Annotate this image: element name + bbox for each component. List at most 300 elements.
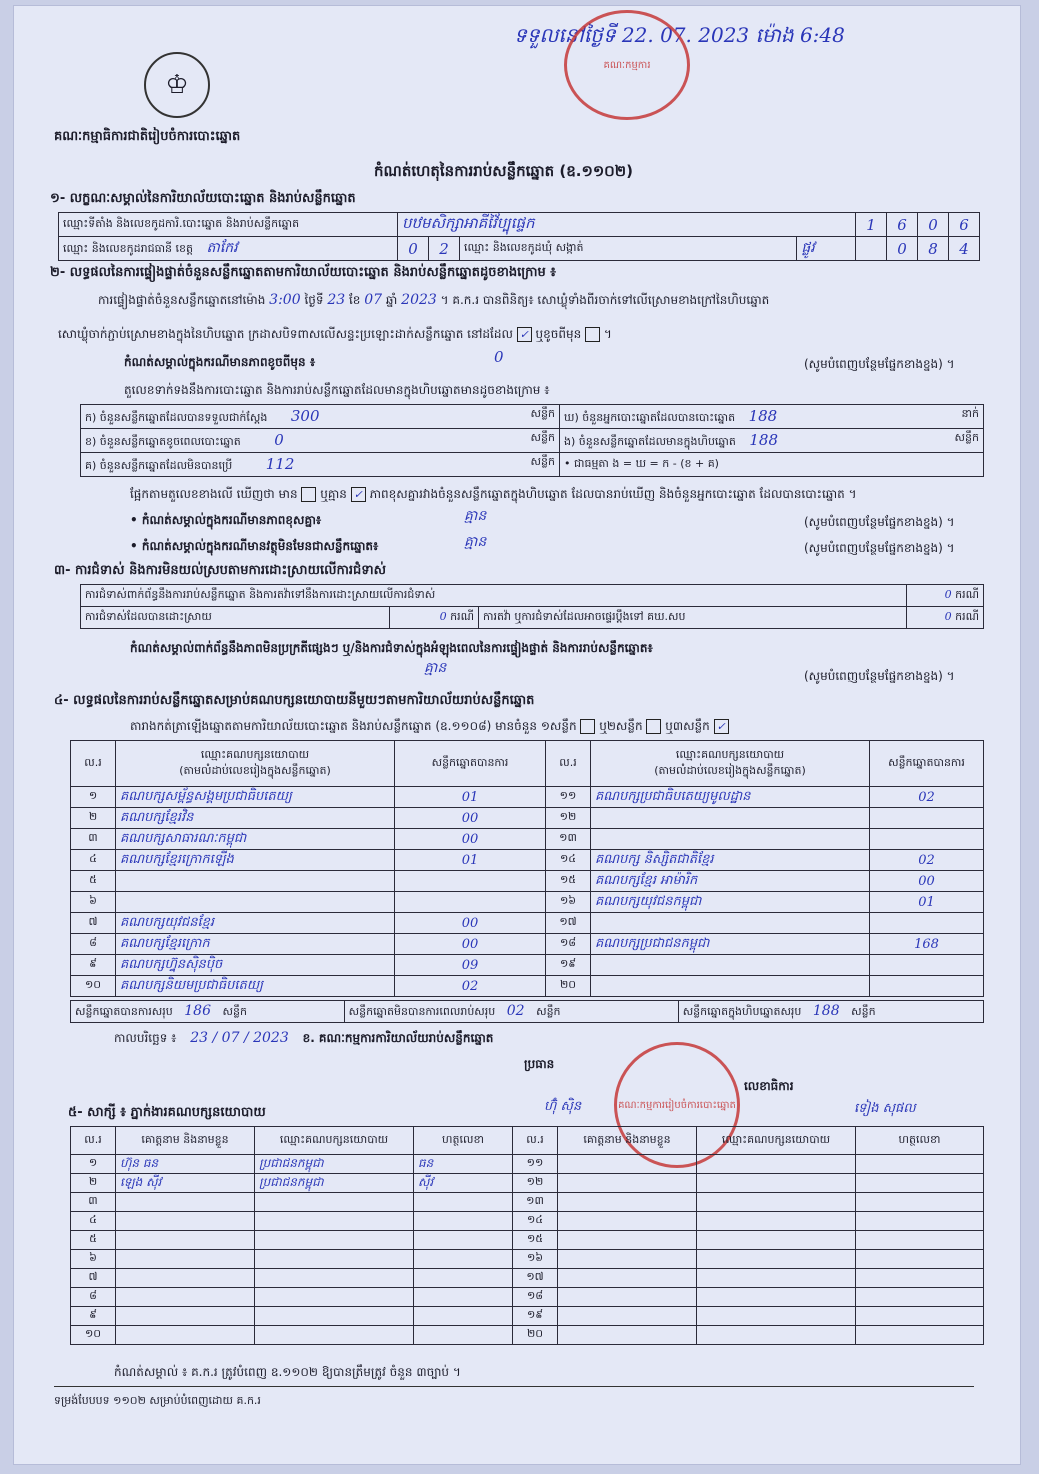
witness-sign-left xyxy=(414,1193,513,1212)
witness-col-name-right: គោត្តនាម និងនាមខ្លួន xyxy=(558,1127,697,1155)
results-votes-right: 00 xyxy=(870,871,984,892)
appeal-label: ការតវ៉ា ឬការជំទាស់ដែលអាចផ្ទេរប្តឹងទៅ គឃ.សប xyxy=(479,607,907,629)
results-no-left: ៧ xyxy=(71,913,116,934)
objections-row1-label: ការជំទាស់ពាក់ព័ន្ធនឹងការរាប់សន្លឹកឆ្នោត និងការតវ៉ាទៅនឹងការដោះស្រាយលើការជំទាស់ xyxy=(81,585,907,607)
witness-no-left: ៨ xyxy=(71,1288,116,1307)
diff-note-label: • កំណត់សម្គាល់ក្នុងករណីមានភាពខុសគ្នា៖ xyxy=(130,513,322,527)
results-col-votes-right: សន្លឹកឆ្នោតបានការ xyxy=(870,741,984,787)
date-line xyxy=(114,1030,493,1048)
tally-sheets-line xyxy=(130,718,729,736)
results-party-left: គណបក្សខ្មែរក្រោក xyxy=(116,934,395,955)
results-no-right: ១៩ xyxy=(546,955,591,976)
province-code-1: 0 xyxy=(398,237,429,261)
witness-row xyxy=(71,1212,984,1231)
witness-no-left: ៤ xyxy=(71,1212,116,1231)
count-ka-cell xyxy=(81,405,560,429)
witness-name-right xyxy=(558,1212,697,1231)
witness-name-right xyxy=(558,1307,697,1326)
objections-row1-unit: ករណី xyxy=(955,587,979,601)
results-party-left: គណបក្សសាធារណៈកម្ពុជា xyxy=(116,829,395,850)
witness-sign-left xyxy=(414,1288,513,1307)
verification-month-label: ខែ xyxy=(348,293,361,307)
witness-sign-right xyxy=(856,1269,984,1288)
committee-name: គណៈកម្មាធិការជាតិរៀបចំការបោះឆ្នោត xyxy=(54,129,241,144)
witness-sign-left xyxy=(414,1326,513,1345)
witness-party-right xyxy=(697,1326,856,1345)
results-no-right: ១៣ xyxy=(546,829,591,850)
count-gha-cell xyxy=(560,405,984,429)
witness-table xyxy=(70,1126,984,1345)
irregularity-note-label: កំណត់សម្គាល់ពាក់ព័ន្ធនឹងភាពមិនប្រក្រតីផ្សេងៗ ឬ/និងការជំទាស់ក្នុងអំឡុងពេលនៃការផ្ទៀងផ្ទាត់ និងការរាប់សន្លឹកឆ្នោត៖ xyxy=(130,641,653,655)
seal-line-end: ។ xyxy=(603,327,612,341)
results-party-right: គណបក្សប្រជាជនកម្ពុជា xyxy=(591,934,870,955)
witness-party-left xyxy=(255,1307,414,1326)
results-votes-left: 01 xyxy=(395,850,546,871)
numbers-intro: តួលេខទាក់ទងនឹងការបោះឆ្នោត និងការរាប់សន្លឹកឆ្នោតដែលមានក្នុងហិបឆ្នោតមានដូចខាងក្រោម ៖ xyxy=(124,383,550,397)
tally-2-checkbox[interactable] xyxy=(646,719,661,734)
results-no-right: ១៤ xyxy=(546,850,591,871)
receipt-stamp xyxy=(564,10,690,120)
resolved-unit: ករណី xyxy=(450,609,474,623)
witness-sign-left xyxy=(414,1231,513,1250)
witness-party-right xyxy=(697,1231,856,1250)
results-row xyxy=(71,913,984,934)
results-row xyxy=(71,892,984,913)
witness-sign-right xyxy=(856,1326,984,1345)
seal-intact-checkbox[interactable]: ✓ xyxy=(517,327,532,342)
total-box-value: 188 xyxy=(812,1002,840,1019)
witness-name-left xyxy=(116,1307,255,1326)
results-votes-right xyxy=(870,913,984,934)
witness-col-sign-right: ហត្ថលេខា xyxy=(856,1127,984,1155)
results-col-no-left: ល.រ xyxy=(71,741,116,787)
witness-sign-right xyxy=(856,1212,984,1231)
results-col-party-left-title: ឈ្មោះគណបក្សនយោបាយ xyxy=(200,747,310,761)
total-valid-value: 186 xyxy=(184,1002,211,1019)
witness-sign-left xyxy=(414,1212,513,1231)
witness-no-left: ២ xyxy=(71,1174,116,1193)
total-invalid-value: 02 xyxy=(506,1002,525,1019)
count-ko-value: 112 xyxy=(265,454,295,473)
results-col-party-right xyxy=(591,741,870,787)
results-no-left: ៦ xyxy=(71,892,116,913)
location-code-4: 6 xyxy=(949,213,980,237)
commune-value: ផ្លូវ xyxy=(797,237,856,261)
results-party-right xyxy=(591,976,870,997)
witness-name-right xyxy=(558,1193,697,1212)
difference-none-checkbox[interactable]: ✓ xyxy=(351,487,366,502)
counts-table xyxy=(80,404,984,477)
witness-name-right xyxy=(558,1326,697,1345)
section-5-title: ៥- សាក្សី ៖ ភ្នាក់ងារគណបក្សនយោបាយ xyxy=(68,1105,266,1120)
witness-row xyxy=(71,1326,984,1345)
witness-no-right: ២០ xyxy=(513,1326,558,1345)
results-votes-right: 02 xyxy=(870,787,984,808)
witness-name-right xyxy=(558,1250,697,1269)
witness-sign-right xyxy=(856,1231,984,1250)
witness-name-left xyxy=(116,1269,255,1288)
location-value: បឋមសិក្សាអាគីវ័ៃប្បុផ្ទេក xyxy=(398,213,856,237)
verification-month: 07 xyxy=(364,292,383,308)
witness-party-left xyxy=(255,1212,414,1231)
commune-code-spacer xyxy=(856,237,887,261)
count-ngo-value: 188 xyxy=(749,430,779,449)
witness-no-left: ១ xyxy=(71,1155,116,1174)
witness-name-left xyxy=(116,1250,255,1269)
document-title: កំណត់ហេតុនៃការរាប់សន្លឹកឆ្នោត (ឧ.១១០២) xyxy=(374,162,634,180)
witness-name-left xyxy=(116,1326,255,1345)
results-no-right: ២០ xyxy=(546,976,591,997)
results-row xyxy=(71,829,984,850)
coat-of-arms-icon: ♔ xyxy=(144,52,210,118)
witness-party-left xyxy=(255,1326,414,1345)
witness-row xyxy=(71,1174,984,1193)
witness-no-left: ៩ xyxy=(71,1307,116,1326)
results-votes-left: 00 xyxy=(395,913,546,934)
witness-name-right xyxy=(558,1155,697,1174)
results-row xyxy=(71,787,984,808)
appeal-value: 0 xyxy=(944,609,952,623)
results-party-left: គណបក្សសម្ព័ន្ធសង្គមប្រជាធិបតេយ្យ xyxy=(116,787,395,808)
witness-col-no-left: ល.រ xyxy=(71,1127,116,1155)
results-party-right xyxy=(591,829,870,850)
results-votes-right: 01 xyxy=(870,892,984,913)
results-row xyxy=(71,871,984,892)
results-no-right: ១២ xyxy=(546,808,591,829)
results-table xyxy=(70,740,984,997)
witness-name-left xyxy=(116,1212,255,1231)
results-col-votes-left: សន្លឹកឆ្នោតបានការ xyxy=(395,741,546,787)
results-no-left: ១ xyxy=(71,787,116,808)
witness-col-no-right: ល.រ xyxy=(513,1127,558,1155)
witness-party-right xyxy=(697,1288,856,1307)
total-valid-unit: សន្លឹក xyxy=(222,1004,247,1018)
witness-no-right: ១៣ xyxy=(513,1193,558,1212)
results-votes-left: 09 xyxy=(395,955,546,976)
total-invalid-unit: សន្លឹក xyxy=(536,1004,561,1018)
total-box-cell xyxy=(678,1001,983,1023)
witness-no-left: ៦ xyxy=(71,1250,116,1269)
results-col-party-right-sub: (តាមលំដាប់លេខរៀងក្នុងសន្លឹកឆ្នោត) xyxy=(654,763,806,777)
tally-3-label: ឬ៣សន្លឹក xyxy=(665,719,710,733)
count-ko-unit: សន្លឹក xyxy=(530,454,555,468)
total-invalid-cell xyxy=(344,1001,678,1023)
results-party-right: គណបក្សប្រជាធិបតេយ្យមូលដ្ឋាន xyxy=(591,787,870,808)
witness-no-right: ១២ xyxy=(513,1174,558,1193)
results-body xyxy=(71,787,984,997)
results-col-party-left-sub: (តាមលំដាប់លេខរៀងក្នុងសន្លឹកឆ្នោត) xyxy=(179,763,331,777)
count-ngo-cell xyxy=(560,429,984,453)
results-no-right: ១១ xyxy=(546,787,591,808)
witness-name-right xyxy=(558,1174,697,1193)
province-code-2: 2 xyxy=(429,237,460,261)
results-col-party-right-title: ឈ្មោះគណបក្សនយោបាយ xyxy=(675,747,785,761)
results-party-right: គណបក្សយុវជនកម្ពុជា xyxy=(591,892,870,913)
results-col-no-right: ល.រ xyxy=(546,741,591,787)
results-votes-right: 02 xyxy=(870,850,984,871)
committee-stamp-text: គណៈកម្មការរៀបចំការបោះឆ្នោត xyxy=(618,1099,736,1111)
witness-row xyxy=(71,1307,984,1326)
results-votes-left xyxy=(395,892,546,913)
seal-broken-checkbox[interactable] xyxy=(585,327,600,342)
witness-party-left xyxy=(255,1269,414,1288)
objections-row1-count xyxy=(907,585,984,607)
count-ko-label: គ) ចំនួនសន្លឹកឆ្នោតដែលមិនបានប្រើ xyxy=(85,458,233,472)
witness-row xyxy=(71,1193,984,1212)
count-ka-unit: សន្លឹក xyxy=(530,406,555,420)
results-row xyxy=(71,808,984,829)
total-valid-label: សន្លឹកឆ្នោតបានការសរុប xyxy=(75,1004,173,1018)
footer-note: កំណត់សម្គាល់ ៖ គ.ក.រ ត្រូវបំពេញ ឧ.១១០២ ឱ្យបានត្រឹមត្រូវ ចំនួន ៣ច្បាប់ ។ xyxy=(114,1365,461,1379)
witness-no-right: ១៤ xyxy=(513,1212,558,1231)
witness-party-right xyxy=(697,1174,856,1193)
results-party-left xyxy=(116,892,395,913)
results-no-left: ៩ xyxy=(71,955,116,976)
results-party-left xyxy=(116,871,395,892)
witness-party-left xyxy=(255,1231,414,1250)
tally-sheets-text: តារាងកត់ត្រាឡើងឆ្នោតតាមការិយាល័យបោះឆ្នោត និងរាប់សន្លឹកឆ្នោត (ឧ.១១០៨) មានចំនួន ១សន្លឹក xyxy=(130,719,577,733)
results-votes-left: 02 xyxy=(395,976,546,997)
count-gha-label: ឃ) ចំនួនអ្នកបោះឆ្នោតដែលបានបោះឆ្នោត xyxy=(564,410,736,424)
date-value: 23 / 07 / 2023 xyxy=(190,1030,289,1046)
diff-fill-more: (សូមបំពេញបន្ថែមផ្នែកខាងខ្នង) ។ xyxy=(804,515,955,529)
results-no-left: ៨ xyxy=(71,934,116,955)
results-no-left: ៥ xyxy=(71,871,116,892)
section-3-title: ៣- ការជំទាស់ និងការមិនយល់ស្របតាមការដោះស្រាយលើការជំទាស់ xyxy=(54,563,386,578)
difference-line xyxy=(130,486,857,504)
location-code-2: 6 xyxy=(887,213,918,237)
difference-have-label: ផ្អែកតាមតួលេខខាងលើ ឃើញថា មាន xyxy=(130,487,298,501)
committee-sign-label: ខ. គណៈកម្មការការិយាល័យរាប់សន្លឹកឆ្នោត xyxy=(302,1031,494,1045)
footer-form: ទម្រង់បែបបទ ១១០២ សម្រាប់បំពេញដោយ គ.ក.រ xyxy=(54,1394,261,1407)
appeal-unit: ករណី xyxy=(955,609,979,623)
witness-party-left xyxy=(255,1250,414,1269)
witness-name-right xyxy=(558,1231,697,1250)
count-gha-unit: នាក់ xyxy=(961,406,979,420)
section-1-table xyxy=(58,212,980,261)
witness-name-right xyxy=(558,1269,697,1288)
witness-sign-left xyxy=(414,1307,513,1326)
form-page xyxy=(14,6,1020,1464)
witness-name-left xyxy=(116,1193,255,1212)
count-ngo-unit: សន្លឹក xyxy=(954,430,979,444)
difference-none-label: ឬគ្មាន xyxy=(320,487,347,501)
tally-2-label: ឬ២សន្លឹក xyxy=(599,719,643,733)
witness-row xyxy=(71,1155,984,1174)
secretary-label: លេខាធិការ xyxy=(744,1079,794,1093)
count-gha-value: 188 xyxy=(748,406,778,425)
results-no-right: ១៦ xyxy=(546,892,591,913)
seal-text: សោឃ្លុំចាក់ភ្ជាប់ស្រោមខាងក្នុងនៃហិបឆ្នោត ក្រដាសបិទពាសលើសន្ទះប្រឡោះដាក់សន្លឹកឆ្នោត នៅដដែល xyxy=(58,327,513,341)
witness-row xyxy=(71,1250,984,1269)
seal-broken-label: ឬខូចពីមុន xyxy=(535,327,582,341)
irregularity-fill-more: (សូមបំពេញបន្ថែមផ្នែកខាងខ្នង) ។ xyxy=(804,669,955,683)
results-votes-right xyxy=(870,976,984,997)
location-code-1: 1 xyxy=(856,213,887,237)
total-box-unit: សន្លឹក xyxy=(851,1004,876,1018)
results-party-left: គណបក្សយុវជនខ្មែរ xyxy=(116,913,395,934)
secretary-name: ទៀង សុផល xyxy=(854,1101,916,1116)
results-party-right xyxy=(591,955,870,976)
section-4-title: ៤- លទ្ធផលនៃការរាប់សន្លឹកឆ្នោតសម្រាប់គណបក្សនយោបាយនីមួយៗតាមការិយាល័យរាប់សន្លឹកឆ្នោត xyxy=(54,693,535,708)
results-no-right: ១៨ xyxy=(546,934,591,955)
chair-label: ប្រធាន xyxy=(524,1057,555,1071)
witness-party-right xyxy=(697,1250,856,1269)
count-kha-value: 0 xyxy=(274,430,284,449)
witness-no-right: ១៦ xyxy=(513,1250,558,1269)
witness-row xyxy=(71,1269,984,1288)
commune-label: ឈ្មោះ និងលេខកូដឃុំ សង្កាត់ xyxy=(460,237,797,261)
results-row xyxy=(71,976,984,997)
count-kha-cell xyxy=(81,429,560,453)
results-row xyxy=(71,955,984,976)
witness-party-left: ប្រជាជនកម្ពុជា xyxy=(255,1155,414,1174)
difference-text: ភាពខុសគ្នារវាងចំនួនសន្លឹកឆ្នោតក្នុងហិបឆ្នោត ដែលបានរាប់ឃើញ និងចំនួនអ្នកបោះឆ្នោត ដែលបានបោះឆ្នោត ។ xyxy=(369,487,857,501)
witness-sign-right xyxy=(856,1250,984,1269)
witness-sign-left xyxy=(414,1250,513,1269)
commune-code-2: 8 xyxy=(918,237,949,261)
results-votes-right: 168 xyxy=(870,934,984,955)
results-votes-right xyxy=(870,829,984,850)
witness-no-left: ៧ xyxy=(71,1269,116,1288)
witness-no-right: ១៩ xyxy=(513,1307,558,1326)
receipt-note: ទទួលនៅថ្ងៃទី 22. 07. 2023 ម៉ោង 6:48 xyxy=(514,23,845,47)
witness-row xyxy=(71,1288,984,1307)
results-no-left: ៤ xyxy=(71,850,116,871)
results-no-right: ១៥ xyxy=(546,871,591,892)
count-ngo-label: ង) ចំនួនសន្លឹកឆ្នោតដែលមានក្នុងហិបឆ្នោត xyxy=(564,434,736,448)
witness-no-right: ១១ xyxy=(513,1155,558,1174)
totals-table xyxy=(70,1000,984,1023)
total-invalid-label: សន្លឹកឆ្នោតមិនបានការពេលរាប់សរុប xyxy=(348,1004,496,1018)
damage-note-label: កំណត់សម្គាល់ក្នុងករណីមានភាពខូចពីមុន ៖ xyxy=(124,355,316,369)
results-row xyxy=(71,850,984,871)
witness-name-right xyxy=(558,1288,697,1307)
province-label: ឈ្មោះ និងលេខកូដរាជធានី ខេត្ត xyxy=(63,242,193,255)
results-no-left: ៣ xyxy=(71,829,116,850)
results-party-right: គណបក្សខ្មែរ អាម៉ារិក xyxy=(591,871,870,892)
results-votes-right xyxy=(870,808,984,829)
witness-party-left xyxy=(255,1193,414,1212)
chair-name: ហ៊ុំ ស៊ិន xyxy=(544,1099,582,1114)
witness-party-right xyxy=(697,1193,856,1212)
witness-no-right: ១៨ xyxy=(513,1288,558,1307)
province-cell xyxy=(59,237,398,261)
witness-no-right: ១៥ xyxy=(513,1231,558,1250)
diff-note-value: គ្មាន xyxy=(464,508,487,524)
witness-col-party-left: ឈ្មោះគណបក្សនយោបាយ xyxy=(255,1127,414,1155)
witness-sign-left xyxy=(414,1269,513,1288)
verification-time: 3:00 xyxy=(269,292,301,308)
witness-party-left: ប្រជាជនកម្ពុជា xyxy=(255,1174,414,1193)
witness-sign-right xyxy=(856,1174,984,1193)
witness-sign-left: ស៊ីវ xyxy=(414,1174,513,1193)
verification-day-label: ថ្ងៃទី xyxy=(304,293,324,307)
section-2-title: ២- លទ្ធផលនៃការផ្ទៀងផ្ទាត់ចំនួនសន្លឹកឆ្នោតតាមការិយាល័យបោះឆ្នោត និងរាប់សន្លឹកឆ្នោតដូចខាងក្រោម ៖ xyxy=(50,265,556,280)
commune-code-3: 4 xyxy=(949,237,980,261)
witness-no-left: ៣ xyxy=(71,1193,116,1212)
seal-line xyxy=(58,326,612,344)
results-votes-left: 01 xyxy=(395,787,546,808)
witness-party-right xyxy=(697,1212,856,1231)
witness-col-name-left: គោត្តនាម និងនាមខ្លួន xyxy=(116,1127,255,1155)
results-party-left: គណបក្សនិយមប្រជាធិបតេយ្យ xyxy=(116,976,395,997)
results-votes-right xyxy=(870,955,984,976)
results-no-left: ២ xyxy=(71,808,116,829)
results-party-right xyxy=(591,913,870,934)
witness-col-party-right: ឈ្មោះគណបក្សនយោបាយ xyxy=(697,1127,856,1155)
receipt-stamp-text: គណៈកម្មការ xyxy=(603,59,651,71)
count-ka-value: 300 xyxy=(290,406,320,425)
count-ka-label: ក) ចំនួនសន្លឹកឆ្នោតដែលបានទទួលជាក់ស្តែង xyxy=(85,410,268,424)
witness-no-left: ១០ xyxy=(71,1326,116,1345)
footer-divider xyxy=(54,1386,974,1387)
total-valid-cell xyxy=(71,1001,345,1023)
count-ko-cell xyxy=(81,453,560,477)
witness-name-left xyxy=(116,1231,255,1250)
results-votes-left: 00 xyxy=(395,829,546,850)
witness-name-left xyxy=(116,1288,255,1307)
witness-party-right xyxy=(697,1155,856,1174)
witness-sign-right xyxy=(856,1155,984,1174)
witness-no-left: ៥ xyxy=(71,1231,116,1250)
tally-1-checkbox[interactable] xyxy=(580,719,595,734)
invalid-note-label: • កំណត់សម្គាល់ក្នុងករណីមានវត្ថុមិនមែនជាសន្លឹកឆ្នោត៖ xyxy=(130,539,379,553)
objections-row1-value: 0 xyxy=(944,587,952,601)
results-party-left: គណបក្សហ្វ៊ុនស៊ិនប៉ិច xyxy=(116,955,395,976)
witness-name-left: ឡេង ស៊ីវ xyxy=(116,1174,255,1193)
section-1-title: ១- លក្ខណៈសម្គាល់នៃការិយាល័យបោះឆ្នោត និងរាប់សន្លឹកឆ្នោត xyxy=(50,191,356,206)
witness-body xyxy=(71,1155,984,1345)
witness-sign-left: ធន xyxy=(414,1155,513,1174)
results-votes-left: 00 xyxy=(395,808,546,829)
results-no-right: ១៧ xyxy=(546,913,591,934)
objections-table xyxy=(80,584,984,629)
damage-note-value: 0 xyxy=(494,348,504,366)
results-party-left: គណបក្សខ្មែរក្រោកឡើង xyxy=(116,850,395,871)
location-label: ឈ្មោះទីតាំង និងលេខកូដការិ.បោះឆ្នោត និងរាប់សន្លឹកឆ្នោត xyxy=(59,213,398,237)
tally-3-checkbox[interactable]: ✓ xyxy=(714,719,729,734)
formula: • ជាធម្មតា ង = ឃ = ក - (ខ + គ) xyxy=(560,453,984,477)
resolved-count xyxy=(390,607,479,629)
count-kha-unit: សន្លឹក xyxy=(530,430,555,444)
damage-fill-more: (សូមបំពេញបន្ថែមផ្នែកខាងខ្នង) ។ xyxy=(804,357,955,371)
invalid-note-value: គ្មាន xyxy=(464,534,487,550)
witness-party-left xyxy=(255,1288,414,1307)
witness-name-left: ហ៊ុន ធន xyxy=(116,1155,255,1174)
witness-party-right xyxy=(697,1307,856,1326)
results-votes-left: 00 xyxy=(395,934,546,955)
witness-sign-right xyxy=(856,1193,984,1212)
results-party-right: គណបក្ស និស្សិតជាតិខ្មែរ xyxy=(591,850,870,871)
location-code-3: 0 xyxy=(918,213,949,237)
witness-row xyxy=(71,1231,984,1250)
results-party-left: គណបក្សខ្មែរវិន xyxy=(116,808,395,829)
appeal-count xyxy=(907,607,984,629)
province-value: តាកែវ xyxy=(206,240,238,256)
witness-col-sign-left: ហត្ថលេខា xyxy=(414,1127,513,1155)
difference-have-checkbox[interactable] xyxy=(301,487,316,502)
witness-sign-right xyxy=(856,1288,984,1307)
verification-line xyxy=(98,292,769,310)
verification-check-text: ។ គ.ក.រ បានពិនិត្យ៖ សោឃ្លុំទាំងពីរចាក់ទៅលើស្រោមខាងក្រៅនៃហិបឆ្នោត xyxy=(440,293,770,307)
results-no-left: ១០ xyxy=(71,976,116,997)
verification-year-label: ឆ្នាំ xyxy=(385,293,398,307)
results-row xyxy=(71,934,984,955)
verification-day: 23 xyxy=(327,292,346,308)
results-party-right xyxy=(591,808,870,829)
verification-time-label: ការផ្ទៀងផ្ទាត់ចំនួនសន្លឹកឆ្នោតនៅម៉ោង xyxy=(98,293,266,307)
